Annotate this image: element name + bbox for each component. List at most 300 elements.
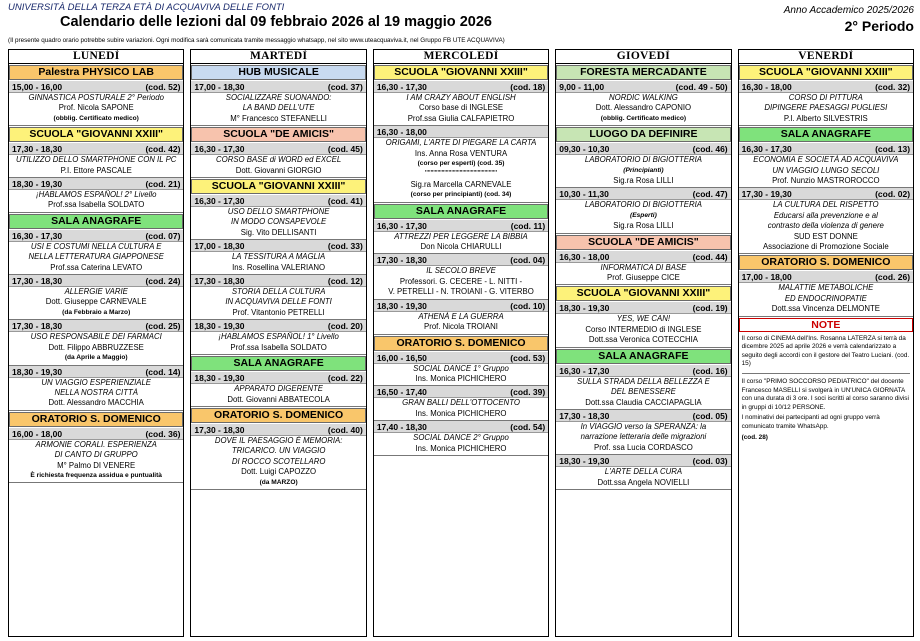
course-line: ATTREZZI PER LEGGERE LA BIBBIA xyxy=(394,231,528,241)
venue-label: SALA ANAGRAFE xyxy=(556,349,730,364)
time-row xyxy=(9,143,183,155)
course-code: (cod. 39) xyxy=(510,387,546,398)
course-line: LABORATORIO DI BIGIOTTERIA xyxy=(584,155,702,165)
time-row xyxy=(374,254,548,266)
course-block xyxy=(556,365,730,410)
course-details xyxy=(191,207,365,239)
venue-label: SCUOLA "GIOVANNI XXIII" xyxy=(374,65,548,80)
course-line: Sig.ra Marcella CARNEVALE xyxy=(410,179,512,189)
course-details xyxy=(739,155,913,187)
course-details xyxy=(9,440,183,483)
time-row xyxy=(374,421,548,433)
course-code: (cod. 24) xyxy=(145,276,181,287)
course-line: Dott. Luigi CAPOZZO xyxy=(241,467,317,477)
course-line: GINNASTICA POSTURALE 2° Periodo xyxy=(28,93,164,102)
day-column-wednesday xyxy=(373,49,549,637)
course-line: (Esperti) xyxy=(630,211,657,219)
course-time: 16,00 - 18,00 xyxy=(12,428,63,439)
course-line: STORIA DELLA CULTURA xyxy=(231,287,326,297)
course-block xyxy=(374,254,548,299)
course-block xyxy=(556,455,730,490)
time-row xyxy=(9,178,183,190)
course-details xyxy=(191,93,365,125)
time-row xyxy=(739,271,913,283)
venue-label: SALA ANAGRAFE xyxy=(9,214,183,229)
period-label: 2° Periodo xyxy=(844,18,914,34)
course-line: P.I. Ettore PASCALE xyxy=(60,165,132,175)
course-block xyxy=(556,251,730,286)
course-code: (cod. 14) xyxy=(145,366,181,377)
notes-title: NOTE xyxy=(739,318,913,332)
course-block xyxy=(191,240,365,275)
time-row xyxy=(191,275,365,287)
course-code: (cod. 21) xyxy=(145,179,181,190)
time-row xyxy=(374,386,548,398)
course-line: V. PETRELLI - N. TROIANI - G. VITERBO xyxy=(388,287,534,297)
note-code: (cod. 28) xyxy=(741,433,768,441)
course-details xyxy=(374,138,548,201)
course-line: ORIGAMI, L'ARTE DI PIEGARE LA CARTA xyxy=(385,138,537,148)
course-line: Ins. Monica PICHICHERO xyxy=(415,373,507,383)
course-code: (cod. 36) xyxy=(145,428,181,439)
course-line: DEL BENESSERE xyxy=(610,387,676,397)
course-line: Corso INTERMEDIO di INGLESE xyxy=(585,324,702,334)
course-line: Prof.ssa Isabella SOLDATO xyxy=(230,342,327,352)
course-time: 16,30 - 18,00 xyxy=(741,82,792,92)
time-row xyxy=(739,143,913,155)
course-block xyxy=(191,143,365,178)
course-code: (cod. 04) xyxy=(510,255,546,266)
venue-label: SCUOLA "GIOVANNI XXIII" xyxy=(9,127,183,142)
course-line: SOCIAL DANCE 1° Gruppo xyxy=(413,363,509,373)
course-line: Dott.ssa Claudia CACCIAPAGLIA xyxy=(585,397,702,407)
time-row xyxy=(9,230,183,242)
course-line: (da MARZO) xyxy=(259,478,298,486)
course-line: DIPINGERE PAESAGGI PUGLIESI xyxy=(764,103,888,113)
course-time: 18,30 - 19,30 xyxy=(559,456,610,467)
course-block xyxy=(191,320,365,355)
course-block xyxy=(9,143,183,178)
course-time: 9,00 - 11,00 xyxy=(559,82,605,92)
venue-label: SCUOLA "GIOVANNI XXIII" xyxy=(191,179,365,194)
course-line: DOVE IL PAESAGGIO È MEMORIA: xyxy=(214,435,343,445)
course-time: 17,00 - 18,00 xyxy=(741,272,792,283)
course-code: (cod. 47) xyxy=(692,189,728,200)
course-block xyxy=(556,302,730,347)
course-line: ¡HABLAMOS ESPAÑOL! 1° Livello xyxy=(218,332,339,342)
course-block xyxy=(556,143,730,188)
course-line: LA BAND DELL'UTE xyxy=(242,103,315,113)
calendar-title: Calendario delle lezioni dal 09 febbraio 2026 al 19 maggio 2026 xyxy=(60,14,492,30)
day-column-thursday xyxy=(555,49,731,637)
venue-label: SALA ANAGRAFE xyxy=(191,356,365,371)
course-code: (cod. 02) xyxy=(875,189,911,200)
course-block xyxy=(191,424,365,490)
time-row xyxy=(9,428,183,440)
course-details xyxy=(556,93,730,125)
course-details xyxy=(9,287,183,319)
course-line: LA CULTURA DEL RISPETTO xyxy=(773,200,879,210)
day-header: MARTEDÌ xyxy=(191,50,365,64)
course-block xyxy=(9,178,183,213)
course-line: SULLA STRADA DELLA BELLEZZA E xyxy=(577,376,710,386)
time-row xyxy=(556,251,730,263)
course-time: 16,50 - 17,40 xyxy=(376,387,427,398)
course-block xyxy=(191,195,365,240)
course-line: Dott. Filippo ABBRUZZESE xyxy=(48,342,144,352)
notes-body xyxy=(739,333,913,447)
course-block xyxy=(9,366,183,411)
course-code: (cod. 49 - 50) xyxy=(675,82,728,92)
course-block xyxy=(374,300,548,335)
course-details xyxy=(374,93,548,125)
course-line: Prof. Nicola SAPONE xyxy=(58,103,134,113)
course-line: È richiesta frequenza assidua e puntualità xyxy=(30,471,162,479)
time-row xyxy=(374,300,548,312)
course-line: narrazione letteraria delle migrazioni xyxy=(580,432,707,442)
course-details xyxy=(191,332,365,354)
course-code: (cod. 11) xyxy=(510,220,546,231)
course-block xyxy=(191,372,365,407)
course-line: NELLA NOSTRA CITTÀ xyxy=(54,387,138,397)
course-line: Professori. G. CECERE - L. NITTI - xyxy=(399,276,523,286)
note-cinema: Il corso di CINEMA dell'Ins. Rosanna LATERZA si terrà da dicembre 2025 ad aprile 2026 e verrà calendarizzato a seguito degli accordi con il gestore del Teatro Luciani. (cod. 15) xyxy=(741,334,910,368)
course-details xyxy=(9,190,183,212)
course-time: 17,30 - 18,30 xyxy=(559,410,610,421)
course-time: 18,30 - 19,30 xyxy=(12,366,63,377)
course-code: (cod. 03) xyxy=(692,456,728,467)
course-details xyxy=(556,377,730,409)
course-line: contrasto della violenza di genere xyxy=(767,221,884,231)
course-time: 18,30 - 19,30 xyxy=(376,300,427,311)
time-row xyxy=(9,320,183,332)
course-code: (cod. 40) xyxy=(327,424,363,435)
course-line: In VIAGGIO verso la SPERANZA: la xyxy=(580,421,707,431)
course-line: IN ACQUAVIVA DELLE FONTI xyxy=(225,297,332,307)
course-time: 18,30 - 19,30 xyxy=(194,321,245,332)
time-row xyxy=(191,320,365,332)
course-time: 09,30 - 10,30 xyxy=(559,144,610,155)
course-time: 17,30 - 18,30 xyxy=(194,424,245,435)
course-code: (cod. 13) xyxy=(875,144,911,155)
course-line: Ins. Monica PICHICHERO xyxy=(415,408,507,418)
course-line: Prof.ssa Caterina LEVATO xyxy=(50,262,143,272)
course-line: M° Palmo DI VENERE xyxy=(57,460,136,470)
course-line: Prof. Giuseppe CICE xyxy=(607,273,680,283)
time-row xyxy=(556,455,730,467)
venue-label: SCUOLA "DE AMICIS" xyxy=(556,235,730,250)
course-line: Dott. Alessandro CAPONIO xyxy=(595,103,692,113)
course-line: Don Nicola CHIARULLI xyxy=(420,242,502,252)
course-line: ED ENDOCRINOPATIE xyxy=(784,293,867,303)
course-line: Prof. Nunzio MASTROROCCO xyxy=(772,176,880,186)
course-block xyxy=(9,320,183,365)
course-code: (cod. 41) xyxy=(327,196,363,207)
course-line: Dott.ssa Vincenza DELMONTE xyxy=(771,304,880,314)
course-details xyxy=(556,467,730,489)
time-row xyxy=(191,424,365,436)
course-line: Corso base di INGLESE xyxy=(418,103,504,113)
course-time: 15,00 - 16,00 xyxy=(12,82,63,92)
time-row xyxy=(556,188,730,200)
course-line: USI E COSTUMI NELLA CULTURA E xyxy=(30,241,162,251)
course-time: 17,00 - 18,30 xyxy=(194,241,245,252)
course-line: Ins. Rosellina VALERIANO xyxy=(232,262,326,272)
course-time: 18,30 - 19,30 xyxy=(559,303,610,314)
course-code: (cod. 19) xyxy=(692,303,728,314)
venue-label: ORATORIO S. DOMENICO xyxy=(739,255,913,270)
course-details xyxy=(556,422,730,454)
course-block xyxy=(374,352,548,387)
course-line: TRICARICO. UN VIAGGIO xyxy=(231,446,326,456)
course-block xyxy=(374,220,548,255)
note-first-aid: Il corso "PRIMO SOCCORSO PEDIATRICO" del docente Francesco MASELLI si svolgerà in UN'UNICA GIORNATA con una durata di 3 ore. I soci iscritti al corso saranno divisi in gruppi di 10/12 PERSONE. xyxy=(741,378,909,411)
venue-label: ORATORIO S. DOMENICO xyxy=(191,408,365,423)
course-line: LA TESSITURA A MAGLIA xyxy=(231,252,326,262)
course-line: Prof.ssa Giulia CALFAPIETRO xyxy=(407,113,515,123)
course-code: (cod. 54) xyxy=(510,422,546,433)
time-row xyxy=(556,143,730,155)
course-line: SUD EST DONNE xyxy=(793,231,858,241)
course-line: Prof.ssa Isabella SOLDATO xyxy=(48,200,145,210)
course-block xyxy=(739,81,913,126)
course-time: 16,30 - 17,30 xyxy=(12,230,63,241)
course-line: DI CANTO DI GRUPPO xyxy=(54,450,138,460)
course-line: ¡HABLAMOS ESPAÑOL! 2° Livello xyxy=(36,190,157,200)
course-block xyxy=(374,421,548,456)
day-items xyxy=(374,64,548,456)
course-block xyxy=(739,271,913,316)
course-line: ARMONIE CORALI. ESPERIENZA xyxy=(35,439,157,449)
day-header: LUNEDÌ xyxy=(9,50,183,64)
academic-year: Anno Accademico 2025/2026 xyxy=(783,5,914,16)
course-line: Dott. Alessandro MACCHIA xyxy=(48,398,144,408)
course-time: 10,30 - 11,30 xyxy=(559,189,609,200)
course-code: (cod. 37) xyxy=(327,82,363,92)
course-block xyxy=(191,81,365,126)
course-block xyxy=(374,386,548,421)
course-code: (cod. 16) xyxy=(692,365,728,376)
time-row xyxy=(191,81,365,93)
course-code: (cod. 26) xyxy=(875,272,911,283)
schedule-grid xyxy=(8,49,914,637)
course-line: INFORMATICA DI BASE xyxy=(600,262,687,272)
course-line: Sig.ra Rosa LILLI xyxy=(613,221,674,231)
time-row xyxy=(9,366,183,378)
course-time: 16,30 - 17,30 xyxy=(376,220,427,231)
course-code: (cod. 52) xyxy=(145,82,181,92)
course-code: (cod. 44) xyxy=(692,251,728,262)
notes-section xyxy=(739,317,913,447)
course-time: 16,30 - 18,00 xyxy=(559,251,610,262)
course-line: ATHENÀ E LA GUERRA xyxy=(418,311,504,321)
course-line: IN MODO CONSAPEVOLE xyxy=(230,217,327,227)
time-row xyxy=(556,410,730,422)
course-block xyxy=(739,143,913,188)
course-code: (cod. 32) xyxy=(875,82,911,92)
time-row xyxy=(191,240,365,252)
course-code: (cod. 45) xyxy=(327,144,363,155)
course-code: (cod. 53) xyxy=(510,352,546,363)
course-line: USO RESPONSABILE DEI FARMACI xyxy=(30,332,162,342)
course-details xyxy=(191,155,365,177)
course-block xyxy=(739,188,913,254)
venue-label: SALA ANAGRAFE xyxy=(739,127,913,142)
course-code: (cod. 10) xyxy=(510,300,546,311)
time-row xyxy=(739,188,913,200)
course-details xyxy=(556,200,730,232)
course-details xyxy=(374,433,548,455)
course-block xyxy=(374,126,548,202)
course-line: Sig. Vito DELLISANTI xyxy=(240,227,317,237)
course-time: 17,30 - 18,30 xyxy=(194,276,245,287)
course-details xyxy=(556,155,730,187)
course-details xyxy=(739,200,913,253)
course-line: (obblig. Certificato medico) xyxy=(53,114,139,122)
time-row xyxy=(374,352,548,364)
day-header: GIOVEDÌ xyxy=(556,50,730,64)
course-block xyxy=(9,275,183,320)
course-time: 18,30 - 19,30 xyxy=(12,179,63,190)
course-details xyxy=(374,398,548,420)
time-row xyxy=(374,81,548,93)
course-line: CORSO BASE di WORD ed EXCEL xyxy=(216,155,342,165)
time-row xyxy=(556,81,730,93)
note-divider xyxy=(742,373,910,374)
course-details xyxy=(9,93,183,125)
course-line: """""""""""""""""""""""""" xyxy=(425,169,497,179)
course-line: Prof. ssa Lucia CORDASCO xyxy=(594,442,693,452)
day-header: VENERDÌ xyxy=(739,50,913,64)
time-row xyxy=(191,195,365,207)
day-column-friday xyxy=(738,49,914,637)
course-time: 17,30 - 18,30 xyxy=(12,321,63,332)
course-code: (cod. 18) xyxy=(510,82,546,92)
day-items xyxy=(191,64,365,490)
course-code: (cod. 25) xyxy=(145,321,181,332)
venue-label: ORATORIO S. DOMENICO xyxy=(9,412,183,427)
course-line: (corso per esperti) (cod. 35) xyxy=(417,160,505,168)
course-block xyxy=(556,81,730,126)
course-line: YES, WE CAN! xyxy=(616,314,671,324)
course-block xyxy=(556,410,730,455)
course-details xyxy=(374,232,548,254)
course-time: 16,30 - 17,30 xyxy=(376,82,427,92)
course-time: 17,40 - 18,30 xyxy=(376,422,427,433)
time-row xyxy=(374,220,548,232)
time-row xyxy=(556,302,730,314)
variation-note: (Il presente quadro orario potrebbe subire variazioni. Ogni modifica sarà comunicata tramite messaggio whatsapp, nel sito www.uteacquaviva.it, nel Gruppo FB UTE ACQUAVIVA) xyxy=(8,37,505,44)
course-block xyxy=(556,188,730,233)
course-line: L'ARTE DELLA CURA xyxy=(604,467,683,477)
course-time: 18,30 - 19,30 xyxy=(194,373,245,384)
day-items xyxy=(739,64,913,317)
course-details xyxy=(9,242,183,274)
day-items xyxy=(556,64,730,490)
course-details xyxy=(9,378,183,410)
time-row xyxy=(191,143,365,155)
course-line: IL SECOLO BREVE xyxy=(426,266,496,276)
course-line: Ins. Anna Rosa VENTURA xyxy=(414,148,508,158)
course-line: Dott.ssa Angela NOVIELLI xyxy=(597,477,690,487)
venue-label: SCUOLA "GIOVANNI XXIII" xyxy=(739,65,913,80)
course-line: LABORATORIO DI BIGIOTTERIA xyxy=(584,200,702,210)
course-block xyxy=(191,275,365,320)
course-line: (Principianti) xyxy=(623,166,664,174)
university-name: UNIVERSITÀ DELLA TERZA ETÀ DI ACQUAVIVA DELLE FONTI xyxy=(8,2,285,13)
course-line: UTILIZZO DELLO SMARTPHONE CON IL PC xyxy=(15,155,177,165)
course-code: (cod. 12) xyxy=(327,276,363,287)
course-line: NELLA LETTERATURA GIAPPONESE xyxy=(28,252,164,262)
time-row xyxy=(9,275,183,287)
venue-label: SCUOLA "DE AMICIS" xyxy=(191,127,365,142)
course-line: (corso per principianti) (cod. 34) xyxy=(410,191,512,199)
course-line: P.I. Alberto SILVESTRIS xyxy=(783,113,868,123)
course-code: (cod. 42) xyxy=(145,144,181,155)
course-line: DI ROCCO SCOTELLARO xyxy=(231,456,326,466)
note-whatsapp: I nominativi dei partecipanti ad ogni gruppo verrà comunicato tramite WhatsApp. xyxy=(741,414,880,431)
course-block xyxy=(9,428,183,484)
course-line: CORSO DI PITTURA xyxy=(788,93,863,102)
course-time: 17,30 - 18,30 xyxy=(12,276,63,287)
course-time: 16,30 - 17,30 xyxy=(559,365,610,376)
course-line: Dott. Giovanni ABBATECOLA xyxy=(227,394,330,404)
venue-label: FORESTA MERCADANTE xyxy=(556,65,730,80)
course-line: UN VIAGGIO LUNGO SECOLI xyxy=(772,165,880,175)
course-details xyxy=(556,314,730,346)
time-row xyxy=(556,365,730,377)
course-details xyxy=(191,252,365,274)
course-details xyxy=(191,384,365,406)
time-row xyxy=(374,126,548,138)
course-line: MALATTIE METABOLICHE xyxy=(778,283,874,293)
course-line: M° Francesco STEFANELLI xyxy=(230,113,327,123)
course-details xyxy=(374,364,548,386)
course-line: Sig.ra Rosa LILLI xyxy=(613,176,674,186)
course-time: 16,30 - 17,30 xyxy=(194,196,245,207)
venue-label: LUOGO DA DEFINIRE xyxy=(556,127,730,142)
course-line: GRAN BALLI DELL'OTTOCENTO xyxy=(402,398,520,408)
course-details xyxy=(9,332,183,364)
course-code: (cod. 33) xyxy=(327,241,363,252)
course-line: Prof. Nicola TROIANI xyxy=(424,322,498,332)
venue-label: HUB MUSICALE xyxy=(191,65,365,80)
course-line: Dott. Giuseppe CARNEVALE xyxy=(45,297,147,307)
course-code: (cod. 20) xyxy=(327,321,363,332)
course-line: Dott.ssa Veronica COTECCHIA xyxy=(588,335,699,345)
course-block xyxy=(374,81,548,126)
course-details xyxy=(374,312,548,334)
course-time: 17,00 - 18,30 xyxy=(194,82,245,92)
course-time: 17,30 - 19,30 xyxy=(741,189,792,200)
course-time: 16,30 - 18,00 xyxy=(376,127,427,138)
course-block xyxy=(9,81,183,126)
course-details xyxy=(374,266,548,298)
course-time: 16,00 - 16,50 xyxy=(376,352,427,363)
course-line: Educarsi alla prevenzione e al xyxy=(773,210,878,220)
course-line: (da Febbraio a Marzo) xyxy=(62,308,131,316)
day-column-tuesday xyxy=(190,49,366,637)
time-row xyxy=(739,81,913,93)
course-details xyxy=(191,436,365,489)
course-details xyxy=(191,287,365,319)
venue-label: SCUOLA "GIOVANNI XXIII" xyxy=(556,286,730,301)
venue-label: SALA ANAGRAFE xyxy=(374,204,548,219)
course-line: NORDIC WALKING xyxy=(609,93,678,102)
course-line: Associazione di Promozione Sociale xyxy=(762,242,889,252)
venue-label: ORATORIO S. DOMENICO xyxy=(374,336,548,351)
day-header: MERCOLEDÌ xyxy=(374,50,548,64)
